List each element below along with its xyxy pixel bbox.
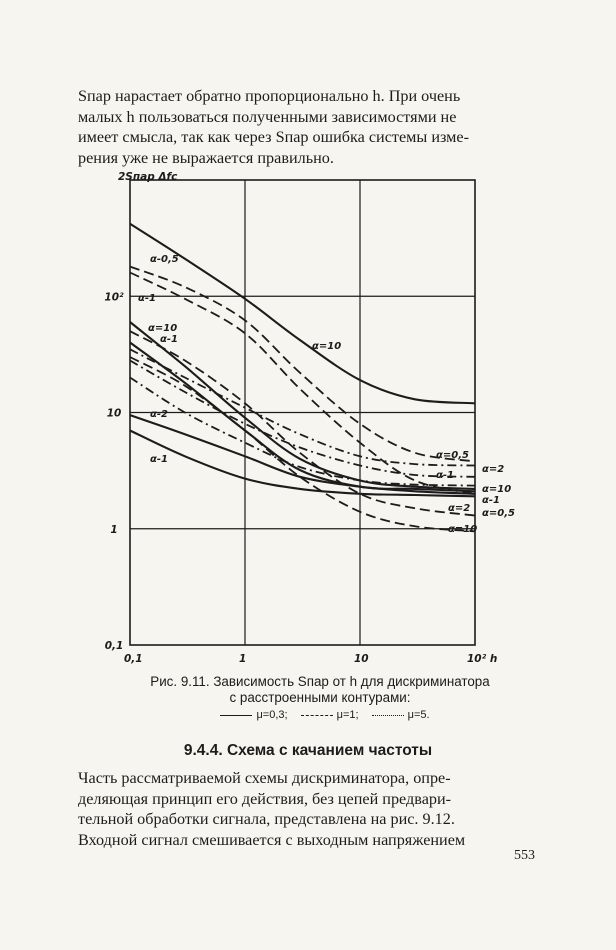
text-line: Часть рассматриваемой схемы дискриминатора, опре- — [78, 769, 451, 787]
curve-label: α-1 — [150, 454, 168, 465]
curve-dash-dot — [130, 378, 475, 486]
y-tick-label: 10 — [106, 407, 122, 420]
curve-label: α=10 — [312, 341, 342, 352]
y-tick-label: 0,1 — [104, 640, 124, 652]
legend-item-dashed: μ=1; — [336, 709, 359, 721]
y-axis-label: 2Sпар Δfс — [118, 171, 178, 183]
bottom-paragraph — [78, 768, 538, 850]
curve-label: α-0,5 — [150, 254, 179, 265]
chart-grid — [130, 180, 478, 645]
text-line: малых h пользоваться полученными зависимостями не — [78, 107, 457, 126]
curve-label: α-1 — [160, 334, 178, 345]
legend-item-dashdot: μ=5. — [407, 709, 430, 721]
x-tick-label: 10² h — [467, 653, 498, 665]
section-title: 9.4.4. Схема с качанием частоты — [183, 742, 433, 759]
figure-caption — [120, 674, 520, 723]
text-line: имеет смысла, так как через Sпар ошибка системы изме- — [78, 128, 469, 147]
text-line: рения уже не выражается правильно. — [78, 148, 334, 167]
legend-dashed-swatch — [301, 715, 333, 716]
curve-label: α=10 — [148, 323, 178, 334]
curve-label: α-1 — [138, 293, 156, 304]
page-number: 553 — [514, 848, 535, 863]
curve-label: α=2 — [482, 464, 505, 475]
text-line: деляющая принцип его действия, без цепей предвари- — [78, 789, 452, 808]
x-tick-label: 0,1 — [124, 653, 143, 665]
curve-label: α=10 — [448, 524, 478, 535]
curve-label: α=10 — [482, 484, 512, 495]
caption-line-1: Рис. 9.11. Зависимость Sпар от h для дискриминатора — [150, 674, 490, 689]
curve-label: α=2 — [448, 503, 471, 514]
x-tick-label: 10 — [354, 653, 369, 665]
text-line: тельной обработки сигнала, представлена на рис. 9.12. — [78, 810, 455, 829]
x-tick-label: 1 — [239, 653, 247, 665]
legend-item-solid: μ=0,3; — [256, 709, 288, 721]
legend-dashdot-swatch — [372, 715, 404, 716]
curve-label: α-1 — [482, 495, 500, 506]
curve-label: α-1 — [436, 470, 454, 481]
text-line: Входной сигнал смешивается с выходным напряжением — [78, 830, 466, 849]
figure-legend — [120, 707, 520, 723]
y-tick-label: 1 — [110, 523, 118, 536]
chart-curves — [130, 224, 475, 532]
curve-label: α=0,5 — [436, 450, 469, 461]
caption-line-2: с расстроенными контурами: — [229, 690, 411, 705]
text-line: Sпар нарастает обратно пропорционально h. При очень — [78, 87, 461, 105]
curve-label: α=0,5 — [482, 508, 515, 519]
y-tick-label: 10² — [104, 291, 124, 304]
curve-dashed — [130, 357, 475, 531]
curve-label: α-2 — [150, 409, 168, 420]
legend-solid-swatch — [220, 715, 252, 716]
